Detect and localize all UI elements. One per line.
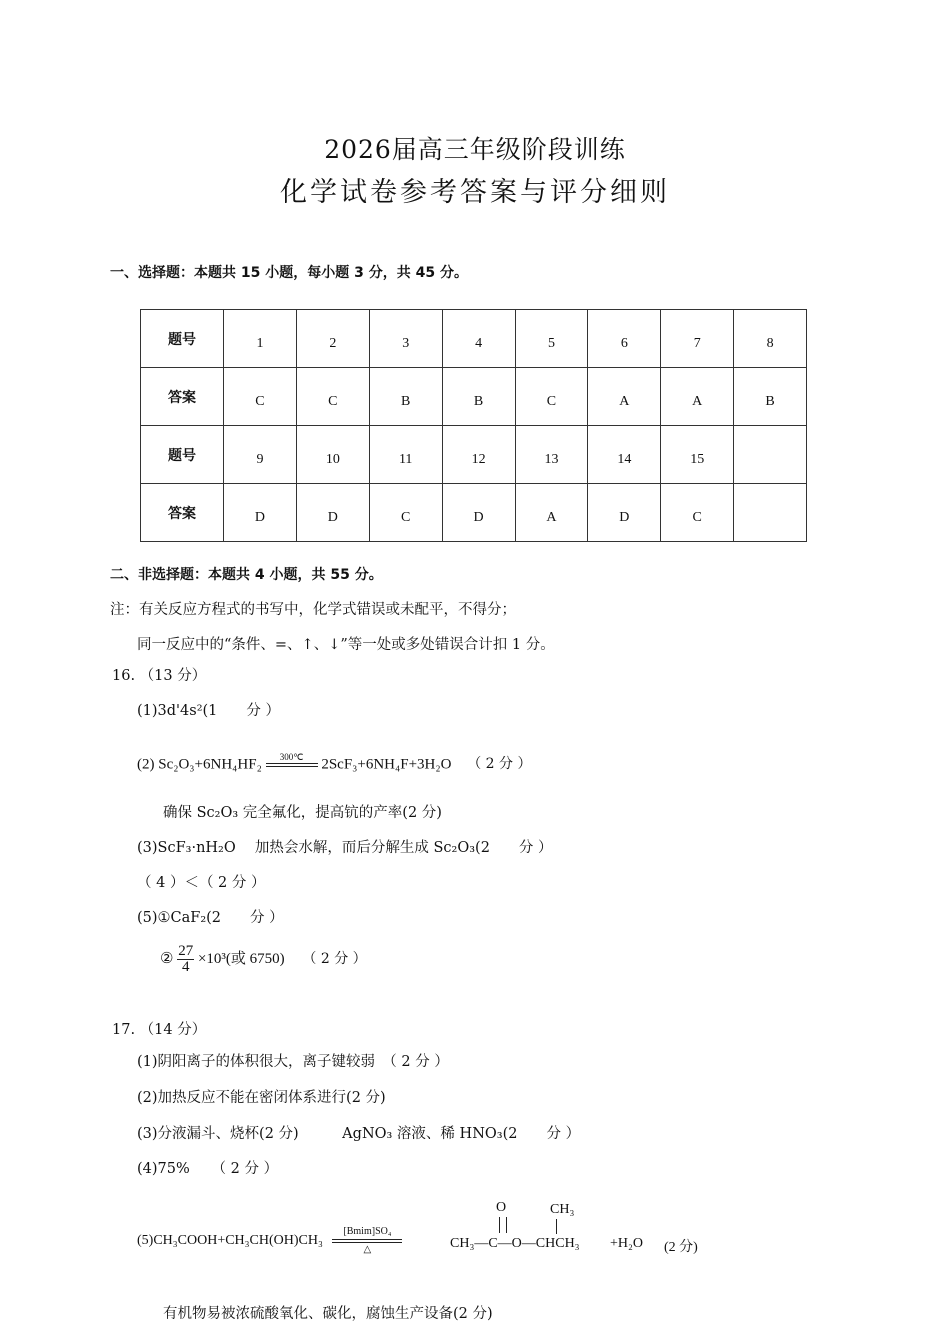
reversible-arrow [332, 1226, 402, 1256]
table-cell: 10 [296, 426, 369, 484]
ester-product: CH₃—C—O—CHCH₃ [450, 1236, 580, 1251]
table-cell [734, 484, 807, 542]
q16-answer-4: （ 4 ）＜（ 2 分 ） [137, 875, 266, 891]
equation-label: (2) [137, 756, 155, 773]
q16-answer-5b [160, 944, 367, 975]
table-cell: 14 [588, 426, 661, 484]
table-row [141, 310, 807, 368]
table-cell: 2 [296, 310, 369, 368]
table-row [141, 368, 807, 426]
table-cell: 9 [224, 426, 297, 484]
row-label: 题号 [141, 310, 224, 368]
catalyst-label: [Bmim]SO₄ [343, 1226, 392, 1237]
answer-table [140, 309, 807, 542]
table-cell: 3 [369, 310, 442, 368]
score-label: （ 2 分 ） [302, 950, 367, 967]
table-cell: C [661, 484, 734, 542]
q16-answer-1: (1)3d'4s²(1 分 ） [137, 703, 281, 719]
table-cell: 4 [442, 310, 515, 368]
carbonyl-oxygen: O [496, 1200, 507, 1215]
score-label: （ 2 分 ） [467, 756, 532, 773]
table-cell: 15 [661, 426, 734, 484]
table-cell: 13 [515, 426, 588, 484]
equation-lhs: (5)CH₃COOH+CH₃CH(OH)CH₃ [137, 1233, 323, 1249]
section1-heading: 一、选择题：本题共 15 小题，每小题 3 分，共 45 分。 [110, 265, 468, 281]
q16-title: 16. （13 分） [112, 668, 207, 684]
q17-answer-2: (2)加热反应不能在密闭体系进行(2 分) [137, 1090, 386, 1106]
q17-title: 17. （14 分） [112, 1022, 207, 1038]
section2-heading: 二、非选择题：本题共 4 小题，共 55 分。 [110, 567, 383, 583]
table-cell: A [515, 484, 588, 542]
score-label: (2 分) [664, 1240, 698, 1255]
table-cell: D [296, 484, 369, 542]
table-cell: 6 [588, 310, 661, 368]
row-label: 答案 [141, 484, 224, 542]
table-cell: D [588, 484, 661, 542]
q16-answer-3: (3)ScF₃·nH₂O 加热会水解，而后分解生成 Sc₂O₃(2 分 ） [137, 840, 553, 856]
row-label: 答案 [141, 368, 224, 426]
water-product: +H₂O [610, 1236, 643, 1251]
q16-equation-2 [137, 752, 531, 778]
equation-lhs: Sc₂O₃+6NH₄HF₂ [158, 756, 262, 773]
methyl-branch: CH₃ [550, 1202, 575, 1217]
table-cell: C [369, 484, 442, 542]
table-cell: C [515, 368, 588, 426]
note-line-1: 注：有关反应方程式的书写中，化学式错误或未配平，不得分； [110, 602, 516, 618]
table-cell: B [442, 368, 515, 426]
single-bond [556, 1219, 557, 1234]
table-cell: C [224, 368, 297, 426]
note-line-2: 同一反应中的“条件、=、↑、↓”等一处或多处错误合计扣 1 分。 [137, 637, 555, 653]
table-cell: 7 [661, 310, 734, 368]
doc-title-line2: 化学试卷参考答案与评分细则 [280, 177, 670, 208]
table-row [141, 484, 807, 542]
row-label: 题号 [141, 426, 224, 484]
circled-2: ② [160, 950, 174, 967]
reaction-condition: 300℃ [279, 752, 304, 762]
q17-answer-4: (4)75% （ 2 分 ） [137, 1161, 279, 1177]
table-cell: 12 [442, 426, 515, 484]
table-cell: 8 [734, 310, 807, 368]
table-cell: 1 [224, 310, 297, 368]
table-cell: C [296, 368, 369, 426]
table-cell: D [442, 484, 515, 542]
table-cell: B [734, 368, 807, 426]
table-cell: A [661, 368, 734, 426]
table-cell: D [224, 484, 297, 542]
fraction: $\frac{27}{4}$ [178, 943, 194, 975]
equation-rhs: 2ScF₃+6NH₄F+3H₂O [321, 756, 452, 773]
equals-sign [266, 752, 318, 778]
q17-answer-5b: 有机物易被浓硫酸氧化、碳化，腐蚀生产设备(2 分) [163, 1306, 493, 1322]
table-cell: 5 [515, 310, 588, 368]
doc-title-line1: 2026届高三年级阶段训练 [324, 135, 626, 164]
double-bond [499, 1217, 507, 1233]
table-cell: B [369, 368, 442, 426]
q17-answer-1: (1)阴阳离子的体积很大，离子键较弱 （ 2 分 ） [137, 1054, 449, 1070]
table-cell: A [588, 368, 661, 426]
table-cell [734, 426, 807, 484]
table-row [141, 426, 807, 484]
q16-answer-5: (5)①CaF₂(2 分 ） [137, 910, 284, 926]
heat-symbol: △ [363, 1244, 372, 1255]
q16-answer-2b: 确保 Sc₂O₃ 完全氟化，提高钪的产率(2 分) [163, 805, 442, 821]
q17-answer-3: (3)分液漏斗、烧杯(2 分) AgNO₃ 溶液、稀 HNO₃(2 分 ） [137, 1126, 581, 1142]
expression-tail: ×10³(或 6750) [197, 950, 285, 967]
q17-equation-5 [137, 1226, 408, 1256]
table-cell: 11 [369, 426, 442, 484]
